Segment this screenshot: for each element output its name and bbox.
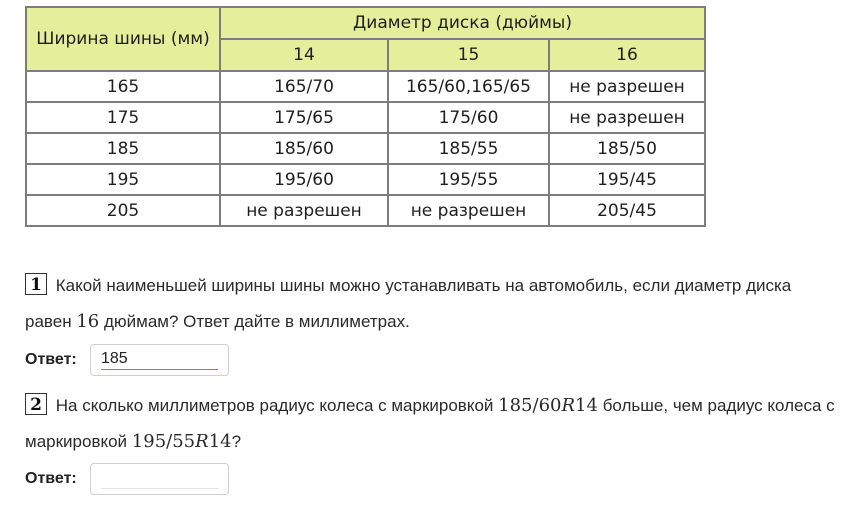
- width-cell: 205: [26, 195, 220, 226]
- size-cell: не разрешен: [549, 102, 705, 133]
- width-column-header: Ширина шины (мм): [26, 7, 220, 71]
- question-1: [25, 268, 837, 340]
- answer-row-1: [25, 343, 229, 377]
- answer-label: Ответ:: [25, 470, 77, 487]
- answer-box[interactable]: [90, 463, 229, 495]
- size-cell: 175/65: [220, 102, 388, 133]
- answer-input-2[interactable]: [101, 468, 218, 489]
- answer-box[interactable]: [90, 344, 229, 376]
- width-cell: 195: [26, 164, 220, 195]
- size-cell: 205/45: [549, 195, 705, 226]
- math-number: 14: [208, 431, 232, 452]
- math-value: 16: [76, 311, 100, 332]
- math-letter: R: [561, 395, 576, 416]
- size-cell: не разрешен: [549, 71, 705, 102]
- math-number: 195/55: [131, 431, 196, 452]
- tire-size-table: [25, 6, 706, 227]
- size-cell: 175/60: [388, 102, 549, 133]
- answer-row-2: [25, 462, 229, 496]
- math-tire-marking: [132, 431, 232, 452]
- diameter-group-header: Диаметр диска (дюймы): [220, 7, 705, 39]
- table-row: [26, 133, 705, 164]
- question-text: ?: [231, 432, 242, 451]
- question-text: больше, чем радиус колеса с маркировкой: [25, 396, 835, 451]
- math-tire-marking: [498, 395, 598, 416]
- size-cell: 195/60: [220, 164, 388, 195]
- answer-input-1[interactable]: [101, 349, 218, 370]
- diameter-14-header: 14: [220, 39, 388, 71]
- width-cell: 185: [26, 133, 220, 164]
- diameter-15-header: 15: [388, 39, 549, 71]
- diameter-16-header: 16: [549, 39, 705, 71]
- question-text: На сколько миллиметров радиус колеса с маркировкой: [55, 396, 494, 415]
- size-cell: не разрешен: [220, 195, 388, 226]
- size-cell: 195/55: [388, 164, 549, 195]
- math-number: 14: [575, 395, 598, 416]
- size-cell: 185/50: [549, 133, 705, 164]
- table-row: [26, 164, 705, 195]
- math-letter: R: [195, 431, 209, 452]
- answer-label: Ответ:: [25, 351, 77, 368]
- question-number-badge: 2: [25, 393, 47, 415]
- size-cell: 165/60,165/65: [388, 71, 549, 102]
- width-cell: 175: [26, 102, 220, 133]
- question-2: [25, 388, 837, 460]
- math-number: 185/60: [498, 395, 562, 416]
- question-number-badge: 1: [25, 273, 47, 295]
- table-row: [26, 102, 705, 133]
- size-cell: 195/45: [549, 164, 705, 195]
- size-cell: 165/70: [220, 71, 388, 102]
- question-text: Какой наименьшей ширины шины можно устанавливать на автомобиль, если диаметр диска равен: [25, 276, 792, 331]
- table-row: [26, 195, 705, 226]
- question-text: дюймам? Ответ дайте в миллиметрах.: [103, 312, 410, 331]
- width-cell: 165: [26, 71, 220, 102]
- size-cell: не разрешен: [388, 195, 549, 226]
- size-cell: 185/60: [220, 133, 388, 164]
- table-row: [26, 71, 705, 102]
- size-cell: 185/55: [388, 133, 549, 164]
